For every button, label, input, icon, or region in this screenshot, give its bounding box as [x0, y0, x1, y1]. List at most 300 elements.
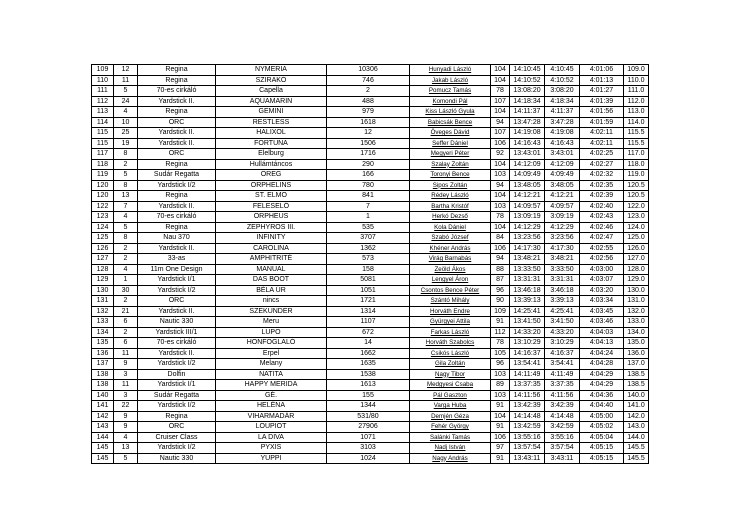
boat-name-cell: ÖREG — [216, 170, 327, 181]
score-cell: 114.0 — [624, 117, 649, 128]
table-row — [92, 96, 649, 107]
skipper-cell: Szalay Zoltán — [410, 159, 491, 170]
score-cell: 110.0 — [624, 75, 649, 86]
rank-cell: 145 — [92, 453, 114, 464]
score-cell: 120.5 — [624, 180, 649, 191]
rank-cell: 120 — [92, 191, 114, 202]
skipper-cell: Horváth Endre — [410, 306, 491, 317]
sail-number-cell: 3103 — [327, 443, 410, 454]
table-row — [92, 75, 649, 86]
corrected-time-cell: 13:54:41 — [510, 359, 545, 370]
table-row — [92, 264, 649, 275]
class-cell: 70-es cirkáló — [138, 86, 216, 97]
class-number-cell: 9 — [114, 422, 138, 433]
elapsed-time-cell: 4:04:40 — [580, 401, 624, 412]
boat-name-cell: Erpel — [216, 348, 327, 359]
class-cell: Yardstick II. — [138, 128, 216, 139]
score-cell: 142.0 — [624, 411, 649, 422]
score-cell: 122.0 — [624, 201, 649, 212]
class-number-cell: 2 — [114, 159, 138, 170]
corrected-time-cell: 13:57:54 — [510, 443, 545, 454]
class-cell: Nau 370 — [138, 233, 216, 244]
table-row — [92, 380, 649, 391]
corrected-time-cell: 13:37:35 — [510, 380, 545, 391]
boat-name-cell: ST. ELMO — [216, 191, 327, 202]
score-cell: 145.5 — [624, 443, 649, 454]
class-number-cell: 8 — [114, 233, 138, 244]
elapsed-time-cell: 4:05:04 — [580, 432, 624, 443]
class-number-cell: 9 — [114, 359, 138, 370]
skipper-cell: Gyürgyei Attila — [410, 317, 491, 328]
sail-number-cell: 746 — [327, 75, 410, 86]
finish-time-cell: 4:16:43 — [545, 138, 580, 149]
yardstick-cell: 94 — [491, 254, 510, 265]
skipper-cell: Gila Zoltán — [410, 359, 491, 370]
sail-number-cell: 535 — [327, 222, 410, 233]
boat-name-cell: VIHARMADÁR — [216, 411, 327, 422]
table-row — [92, 453, 649, 464]
sail-number-cell: 1 — [327, 212, 410, 223]
yardstick-cell: 104 — [491, 159, 510, 170]
sail-number-cell: 1635 — [327, 359, 410, 370]
finish-time-cell: 4:11:49 — [545, 369, 580, 380]
rank-cell: 126 — [92, 243, 114, 254]
yardstick-cell: 103 — [491, 369, 510, 380]
finish-time-cell: 4:11:37 — [545, 107, 580, 118]
table-row — [92, 128, 649, 139]
boat-name-cell: SZEKUNDER — [216, 306, 327, 317]
score-cell: 145.5 — [624, 453, 649, 464]
score-cell: 132.0 — [624, 306, 649, 317]
table-row — [92, 201, 649, 212]
skipper-cell: Kiss László Gyula — [410, 107, 491, 118]
class-cell: Regina — [138, 191, 216, 202]
skipper-cell: Nagy András — [410, 453, 491, 464]
skipper-cell: Farkas László — [410, 327, 491, 338]
class-cell: Yardstick I/1 — [138, 275, 216, 286]
finish-time-cell: 3:48:21 — [545, 254, 580, 265]
finish-time-cell: 3:55:16 — [545, 432, 580, 443]
score-cell: 138.5 — [624, 369, 649, 380]
class-cell: Yardstick I/2 — [138, 285, 216, 296]
class-number-cell: 4 — [114, 212, 138, 223]
yardstick-cell: 96 — [491, 285, 510, 296]
corrected-time-cell: 13:42:59 — [510, 422, 545, 433]
corrected-time-cell: 13:43:11 — [510, 453, 545, 464]
yardstick-cell: 94 — [491, 117, 510, 128]
elapsed-time-cell: 4:02:32 — [580, 170, 624, 181]
corrected-time-cell: 14:11:49 — [510, 369, 545, 380]
skipper-cell: Csikós László — [410, 348, 491, 359]
class-cell: Regina — [138, 107, 216, 118]
skipper-cell: Varga Huba — [410, 401, 491, 412]
elapsed-time-cell: 4:02:39 — [580, 191, 624, 202]
yardstick-cell: 78 — [491, 338, 510, 349]
table-row — [92, 275, 649, 286]
sail-number-cell: 12 — [327, 128, 410, 139]
elapsed-time-cell: 4:02:47 — [580, 233, 624, 244]
class-number-cell: 7 — [114, 201, 138, 212]
results-table — [91, 64, 649, 464]
skipper-cell: Szabó József — [410, 233, 491, 244]
score-cell: 115.5 — [624, 138, 649, 149]
table-row — [92, 117, 649, 128]
skipper-cell: Demjén Géza — [410, 411, 491, 422]
class-number-cell: 13 — [114, 191, 138, 202]
table-row — [92, 65, 649, 76]
corrected-time-cell: 14:19:08 — [510, 128, 545, 139]
corrected-time-cell: 13:33:50 — [510, 264, 545, 275]
class-cell: Yardstick II. — [138, 96, 216, 107]
rank-cell: 140 — [92, 390, 114, 401]
finish-time-cell: 3:46:18 — [545, 285, 580, 296]
rank-cell: 109 — [92, 65, 114, 76]
sail-number-cell: 2 — [327, 86, 410, 97]
skipper-cell: Lengyel Áron — [410, 275, 491, 286]
sail-number-cell: 979 — [327, 107, 410, 118]
corrected-time-cell: 14:10:45 — [510, 65, 545, 76]
class-cell: Regina — [138, 411, 216, 422]
boat-name-cell: HAPPY MERIDA — [216, 380, 327, 391]
elapsed-time-cell: 4:03:34 — [580, 296, 624, 307]
score-cell: 143.0 — [624, 422, 649, 433]
class-number-cell: 8 — [114, 149, 138, 160]
sail-number-cell: 7 — [327, 201, 410, 212]
corrected-time-cell: 14:16:37 — [510, 348, 545, 359]
elapsed-time-cell: 4:05:15 — [580, 443, 624, 454]
class-cell: 33-as — [138, 254, 216, 265]
class-cell: Yardstick II. — [138, 138, 216, 149]
table-row — [92, 170, 649, 181]
yardstick-cell: 106 — [491, 243, 510, 254]
table-row — [92, 285, 649, 296]
corrected-time-cell: 13:46:18 — [510, 285, 545, 296]
corrected-time-cell: 14:09:49 — [510, 170, 545, 181]
yardstick-cell: 89 — [491, 380, 510, 391]
boat-name-cell: LA DIVA — [216, 432, 327, 443]
boat-name-cell: LUPO — [216, 327, 327, 338]
class-number-cell: 24 — [114, 96, 138, 107]
elapsed-time-cell: 4:01:06 — [580, 65, 624, 76]
yardstick-cell: 104 — [491, 65, 510, 76]
class-cell: Sudár Regatta — [138, 170, 216, 181]
corrected-time-cell: 13:55:16 — [510, 432, 545, 443]
finish-time-cell: 3:47:28 — [545, 117, 580, 128]
score-cell: 118.0 — [624, 159, 649, 170]
class-cell: Yardstick I/2 — [138, 180, 216, 191]
score-cell: 140.0 — [624, 390, 649, 401]
rank-cell: 130 — [92, 285, 114, 296]
sail-number-cell: 672 — [327, 327, 410, 338]
table-row — [92, 296, 649, 307]
skipper-cell: Sipos Zoltán — [410, 180, 491, 191]
skipper-cell: Nagy Tibor — [410, 369, 491, 380]
sail-number-cell: 1613 — [327, 380, 410, 391]
sail-number-cell: 5081 — [327, 275, 410, 286]
sail-number-cell: 1721 — [327, 296, 410, 307]
class-number-cell: 2 — [114, 243, 138, 254]
class-cell: ORC — [138, 117, 216, 128]
table-row — [92, 107, 649, 118]
skipper-cell: Horváth Szabolcs — [410, 338, 491, 349]
finish-time-cell: 4:14:48 — [545, 411, 580, 422]
table-row — [92, 306, 649, 317]
class-number-cell: 25 — [114, 128, 138, 139]
rank-cell: 131 — [92, 296, 114, 307]
skipper-cell: Megyeri Péter — [410, 149, 491, 160]
sail-number-cell: 780 — [327, 180, 410, 191]
elapsed-time-cell: 4:01:56 — [580, 107, 624, 118]
corrected-time-cell: 14:25:41 — [510, 306, 545, 317]
yardstick-cell: 88 — [491, 264, 510, 275]
rank-cell: 135 — [92, 338, 114, 349]
corrected-time-cell: 13:09:19 — [510, 212, 545, 223]
class-cell: Nautic 330 — [138, 317, 216, 328]
yardstick-cell: 97 — [491, 443, 510, 454]
score-cell: 124.0 — [624, 222, 649, 233]
boat-name-cell: HALIXOL — [216, 128, 327, 139]
rank-cell: 125 — [92, 233, 114, 244]
score-cell: 130.0 — [624, 285, 649, 296]
finish-time-cell: 4:11:56 — [545, 390, 580, 401]
skipper-cell: Nadj István — [410, 443, 491, 454]
elapsed-time-cell: 4:02:35 — [580, 180, 624, 191]
score-cell: 134.0 — [624, 327, 649, 338]
elapsed-time-cell: 4:01:13 — [580, 75, 624, 86]
rank-cell: 117 — [92, 149, 114, 160]
class-number-cell: 1 — [114, 275, 138, 286]
finish-time-cell: 3:09:19 — [545, 212, 580, 223]
class-cell: 11m One Design — [138, 264, 216, 275]
yardstick-cell: 78 — [491, 86, 510, 97]
elapsed-time-cell: 4:04:24 — [580, 348, 624, 359]
sail-number-cell: 27906 — [327, 422, 410, 433]
boat-name-cell: AQUAMARIN — [216, 96, 327, 107]
finish-time-cell: 4:33:20 — [545, 327, 580, 338]
class-number-cell: 5 — [114, 86, 138, 97]
boat-name-cell: ZEPHYROS III. — [216, 222, 327, 233]
class-number-cell: 3 — [114, 369, 138, 380]
boat-name-cell: AMPHITRITÉ — [216, 254, 327, 265]
rank-cell: 136 — [92, 348, 114, 359]
skipper-cell: Rédey László — [410, 191, 491, 202]
sail-number-cell: 1024 — [327, 453, 410, 464]
sail-number-cell: 1662 — [327, 348, 410, 359]
class-cell: Yardstick II. — [138, 201, 216, 212]
rank-cell: 129 — [92, 275, 114, 286]
finish-time-cell: 3:57:54 — [545, 443, 580, 454]
class-cell: 70-es cirkáló — [138, 212, 216, 223]
class-number-cell: 12 — [114, 65, 138, 76]
sail-number-cell: 488 — [327, 96, 410, 107]
rank-cell: 127 — [92, 254, 114, 265]
rank-cell: 112 — [92, 96, 114, 107]
elapsed-time-cell: 4:02:11 — [580, 128, 624, 139]
score-cell: 128.0 — [624, 264, 649, 275]
class-number-cell: 2 — [114, 296, 138, 307]
boat-name-cell: ORPHEUS — [216, 212, 327, 223]
boat-name-cell: SZIRAKÓ — [216, 75, 327, 86]
boat-name-cell: ORPHELINS — [216, 180, 327, 191]
boat-name-cell: CAROLINA — [216, 243, 327, 254]
corrected-time-cell: 14:16:43 — [510, 138, 545, 149]
rank-cell: 119 — [92, 170, 114, 181]
class-cell: Regina — [138, 65, 216, 76]
class-number-cell: 30 — [114, 285, 138, 296]
corrected-time-cell: 13:41:50 — [510, 317, 545, 328]
skipper-cell: Bartha Kristóf — [410, 201, 491, 212]
finish-time-cell: 3:54:41 — [545, 359, 580, 370]
elapsed-time-cell: 4:05:15 — [580, 453, 624, 464]
class-number-cell: 10 — [114, 117, 138, 128]
yardstick-cell: 104 — [491, 411, 510, 422]
skipper-cell: Toronyi Bence — [410, 170, 491, 181]
elapsed-time-cell: 4:03:20 — [580, 285, 624, 296]
yardstick-cell: 112 — [491, 327, 510, 338]
table-row — [92, 191, 649, 202]
rank-cell: 141 — [92, 401, 114, 412]
corrected-time-cell: 13:48:05 — [510, 180, 545, 191]
finish-time-cell: 3:23:56 — [545, 233, 580, 244]
elapsed-time-cell: 4:04:29 — [580, 369, 624, 380]
rank-cell: 128 — [92, 264, 114, 275]
finish-time-cell: 4:18:34 — [545, 96, 580, 107]
finish-time-cell: 3:39:13 — [545, 296, 580, 307]
corrected-time-cell: 14:12:21 — [510, 191, 545, 202]
yardstick-cell: 104 — [491, 191, 510, 202]
score-cell: 119.0 — [624, 170, 649, 181]
corrected-time-cell: 14:11:56 — [510, 390, 545, 401]
boat-name-cell: LOUPIOT — [216, 422, 327, 433]
corrected-time-cell: 14:14:48 — [510, 411, 545, 422]
rank-cell: 110 — [92, 75, 114, 86]
table-row — [92, 149, 649, 160]
finish-time-cell: 3:48:05 — [545, 180, 580, 191]
rank-cell: 123 — [92, 212, 114, 223]
skipper-cell: Pomucz Tamás — [410, 86, 491, 97]
elapsed-time-cell: 4:01:39 — [580, 96, 624, 107]
class-cell: ORC — [138, 422, 216, 433]
yardstick-cell: 104 — [491, 75, 510, 86]
sail-number-cell: 290 — [327, 159, 410, 170]
class-cell: Nautic 330 — [138, 453, 216, 464]
score-cell: 144.0 — [624, 432, 649, 443]
table-row — [92, 254, 649, 265]
skipper-cell: Komondi Pál — [410, 96, 491, 107]
score-cell: 137.0 — [624, 359, 649, 370]
sail-number-cell: 531/80 — [327, 411, 410, 422]
rank-cell: 134 — [92, 327, 114, 338]
finish-time-cell: 3:10:29 — [545, 338, 580, 349]
rank-cell: 144 — [92, 432, 114, 443]
skipper-cell: Kola Dániel — [410, 222, 491, 233]
elapsed-time-cell: 4:04:36 — [580, 390, 624, 401]
skipper-cell: Zeöld Ákos — [410, 264, 491, 275]
class-number-cell: 11 — [114, 380, 138, 391]
table-row — [92, 359, 649, 370]
elapsed-time-cell: 4:02:55 — [580, 243, 624, 254]
skipper-cell: Szántó Mihály — [410, 296, 491, 307]
class-cell: Yardstick I/2 — [138, 359, 216, 370]
boat-name-cell: NYMERIA — [216, 65, 327, 76]
rank-cell: 137 — [92, 359, 114, 370]
class-number-cell: 4 — [114, 432, 138, 443]
finish-time-cell: 4:12:29 — [545, 222, 580, 233]
elapsed-time-cell: 4:04:29 — [580, 380, 624, 391]
corrected-time-cell: 13:48:21 — [510, 254, 545, 265]
score-cell: 113.0 — [624, 107, 649, 118]
skipper-cell: Fehér György — [410, 422, 491, 433]
table-row — [92, 369, 649, 380]
score-cell: 111.0 — [624, 86, 649, 97]
boat-name-cell: DAS BOOT — [216, 275, 327, 286]
table-row — [92, 243, 649, 254]
corrected-time-cell: 14:09:57 — [510, 201, 545, 212]
skipper-cell: Öveges Dávid — [410, 128, 491, 139]
table-row — [92, 390, 649, 401]
corrected-time-cell: 14:10:52 — [510, 75, 545, 86]
corrected-time-cell: 13:39:13 — [510, 296, 545, 307]
skipper-cell: Herkó Dezső — [410, 212, 491, 223]
skipper-cell: Virág Barnabás — [410, 254, 491, 265]
score-cell: 126.0 — [624, 243, 649, 254]
score-cell: 136.0 — [624, 348, 649, 359]
corrected-time-cell: 14:17:30 — [510, 243, 545, 254]
rank-cell: 142 — [92, 411, 114, 422]
boat-name-cell: nincs — [216, 296, 327, 307]
sail-number-cell: 1107 — [327, 317, 410, 328]
boat-name-cell: HONFOGLALÓ — [216, 338, 327, 349]
elapsed-time-cell: 4:02:25 — [580, 149, 624, 160]
table-row — [92, 222, 649, 233]
score-cell: 133.0 — [624, 317, 649, 328]
yardstick-cell: 109 — [491, 306, 510, 317]
finish-time-cell: 3:31:31 — [545, 275, 580, 286]
elapsed-time-cell: 4:02:40 — [580, 201, 624, 212]
boat-name-cell: PYXIS — [216, 443, 327, 454]
table-row — [92, 401, 649, 412]
class-cell: ORC — [138, 296, 216, 307]
yardstick-cell: 106 — [491, 138, 510, 149]
boat-name-cell: RESTLESS — [216, 117, 327, 128]
finish-time-cell: 3:33:50 — [545, 264, 580, 275]
skipper-cell: Medgyesi Csaba — [410, 380, 491, 391]
score-cell: 123.0 — [624, 212, 649, 223]
finish-time-cell: 4:19:08 — [545, 128, 580, 139]
corrected-time-cell: 14:18:34 — [510, 96, 545, 107]
class-number-cell: 5 — [114, 222, 138, 233]
class-number-cell: 8 — [114, 180, 138, 191]
results-body — [92, 65, 649, 464]
rank-cell: 111 — [92, 86, 114, 97]
class-cell: Yardstick I/1 — [138, 380, 216, 391]
rank-cell: 113 — [92, 107, 114, 118]
yardstick-cell: 107 — [491, 96, 510, 107]
score-cell: 129.0 — [624, 275, 649, 286]
yardstick-cell: 90 — [491, 296, 510, 307]
boat-name-cell: Hullámtáncos — [216, 159, 327, 170]
rank-cell: 138 — [92, 369, 114, 380]
corrected-time-cell: 13:10:29 — [510, 338, 545, 349]
sail-number-cell: 1051 — [327, 285, 410, 296]
score-cell: 138.5 — [624, 380, 649, 391]
skipper-cell: Jakab László — [410, 75, 491, 86]
class-cell: Yardstick I/2 — [138, 443, 216, 454]
yardstick-cell: 84 — [491, 233, 510, 244]
corrected-time-cell: 13:23:56 — [510, 233, 545, 244]
finish-time-cell: 3:43:11 — [545, 453, 580, 464]
class-cell: Cruiser Class — [138, 432, 216, 443]
